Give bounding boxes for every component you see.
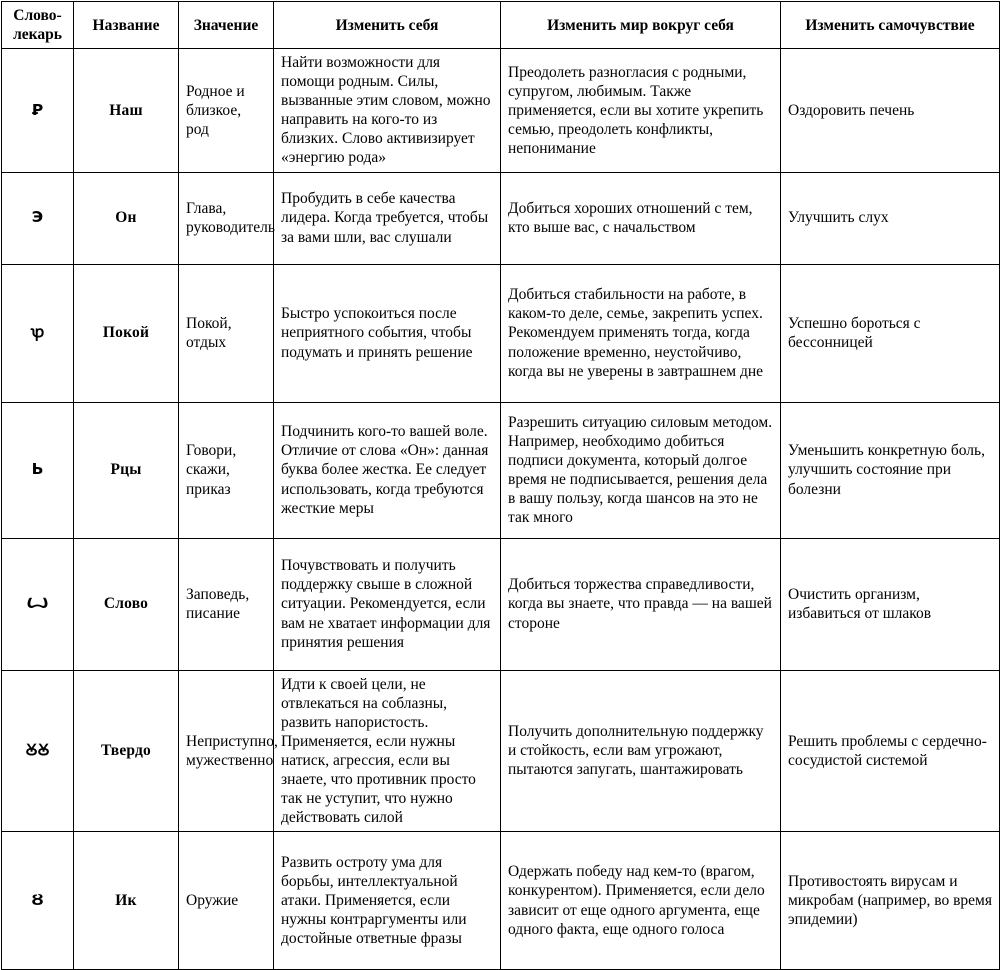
table-row bbox=[2, 264, 1000, 402]
row-change-self: Почувствовать и получить поддержку свыше в сложной ситуации. Рекомендуется, если вам не хватает информации для принятия решения bbox=[274, 538, 501, 670]
header-glyph-line2: лекарь bbox=[13, 26, 62, 44]
row-meaning: Родное и близкое, род bbox=[179, 49, 274, 172]
row-change-feel: Противостоять вирусам и микробам (например, во время эпидемии) bbox=[781, 832, 1000, 970]
slovo-glyph: Ꙍ bbox=[2, 538, 74, 670]
row-change-self: Быстро успокоиться после неприятного события, чтобы подумать и принять решение bbox=[274, 264, 501, 402]
table-row bbox=[2, 49, 1000, 172]
row-change-world: Добиться стабильности на работе, в каком-то деле, семье, закрепить успех. Рекомендуем применять тогда, когда положение временно, неустойчиво, когда вы не уверены в завтрашнем дне bbox=[501, 264, 781, 402]
pokoy-glyph: ꝕ bbox=[2, 264, 74, 402]
header-change-self: Изменить себя bbox=[274, 2, 501, 49]
row-name: Твердо bbox=[74, 670, 179, 832]
table-header bbox=[2, 2, 1000, 49]
row-change-self: Подчинить кого-то вашей воле. Отличие от слова «Он»: данная буква более жестка. Ее следует использовать, когда требуются жесткие меры bbox=[274, 402, 501, 538]
row-name: Рцы bbox=[74, 402, 179, 538]
row-meaning: Глава, руководитель bbox=[179, 172, 274, 264]
header-glyph-line1: Слово- bbox=[13, 7, 62, 24]
header-change-world: Изменить мир вокруг себя bbox=[501, 2, 781, 49]
row-change-world: Разрешить ситуацию силовым методом. Например, необходимо добиться подписи документа, который долгое время не подписывается, решения дела в вашу пользу, когда шансов на это не так много bbox=[501, 402, 781, 538]
row-meaning: Покой, отдых bbox=[179, 264, 274, 402]
row-change-feel: Успешно бороться с бессонницей bbox=[781, 264, 1000, 402]
table-body bbox=[2, 49, 1000, 970]
row-name: Покой bbox=[74, 264, 179, 402]
row-meaning: Оружие bbox=[179, 832, 274, 970]
rtsy-glyph: Ь bbox=[2, 402, 74, 538]
header-name: Название bbox=[74, 2, 179, 49]
row-change-world: Получить дополнительную поддержку и стойкость, если вам угрожают, пытаются запугать, шантажировать bbox=[501, 670, 781, 832]
table-header-row bbox=[2, 2, 1000, 49]
row-change-world: Добиться торжества справедливости, когда вы знаете, что правда — на вашей стороне bbox=[501, 538, 781, 670]
row-change-feel: Решить проблемы с сердечно-сосудистой системой bbox=[781, 670, 1000, 832]
row-change-feel: Оздоровить печень bbox=[781, 49, 1000, 172]
row-meaning: Заповедь, писание bbox=[179, 538, 274, 670]
row-change-feel: Уменьшить конкретную боль, улучшить состояние при болезни bbox=[781, 402, 1000, 538]
header-change-feel: Изменить самочувствие bbox=[781, 2, 1000, 49]
ik-glyph: Ȣ bbox=[2, 832, 74, 970]
on-glyph: Э bbox=[2, 172, 74, 264]
row-change-self: Развить остроту ума для борьбы, интеллектуальной атаки. Применяется, если нужны контраргументы или достойные ответные фразы bbox=[274, 832, 501, 970]
row-name: Он bbox=[74, 172, 179, 264]
nash-glyph: Ꝑ bbox=[2, 49, 74, 172]
row-change-feel: Улучшить слух bbox=[781, 172, 1000, 264]
document-page bbox=[0, 1, 1000, 948]
glyph-reference-table bbox=[1, 1, 1000, 970]
table-row bbox=[2, 172, 1000, 264]
row-name: Наш bbox=[74, 49, 179, 172]
row-change-self: Идти к своей цели, не отвлекаться на соблазны, развить напористость. Применяется, если нужны натиск, агрессия, если вы знаете, что противник просто так не уступит, что нужно действовать силой bbox=[274, 670, 501, 832]
table-row bbox=[2, 402, 1000, 538]
header-glyph bbox=[2, 2, 74, 49]
tverdo-glyph: ꙊꙊ bbox=[2, 670, 74, 832]
row-change-world: Одержать победу над кем-то (врагом, конкурентом). Применяется, если дело зависит от еще одного аргумента, еще одного факта, еще одного голоса bbox=[501, 832, 781, 970]
row-name: Слово bbox=[74, 538, 179, 670]
row-change-feel: Очистить организм, избавиться от шлаков bbox=[781, 538, 1000, 670]
row-meaning: Неприступно, мужественно bbox=[179, 670, 274, 832]
row-meaning: Говори, скажи, приказ bbox=[179, 402, 274, 538]
row-change-self: Пробудить в себе качества лидера. Когда требуется, чтобы за вами шли, вас слушали bbox=[274, 172, 501, 264]
row-change-world: Преодолеть разногласия с родными, супругом, любимым. Также применяется, если вы хотите укрепить семью, преодолеть конфликты, непонимание bbox=[501, 49, 781, 172]
table-row bbox=[2, 538, 1000, 670]
row-change-world: Добиться хороших отношений с тем, кто выше вас, с начальством bbox=[501, 172, 781, 264]
header-meaning: Значение bbox=[179, 2, 274, 49]
table-row bbox=[2, 670, 1000, 832]
row-change-self: Найти возможности для помощи родным. Силы, вызванные этим словом, можно направить на кого-то из близких. Слово активизирует «энергию рода» bbox=[274, 49, 501, 172]
row-name: Ик bbox=[74, 832, 179, 970]
table-row bbox=[2, 832, 1000, 970]
